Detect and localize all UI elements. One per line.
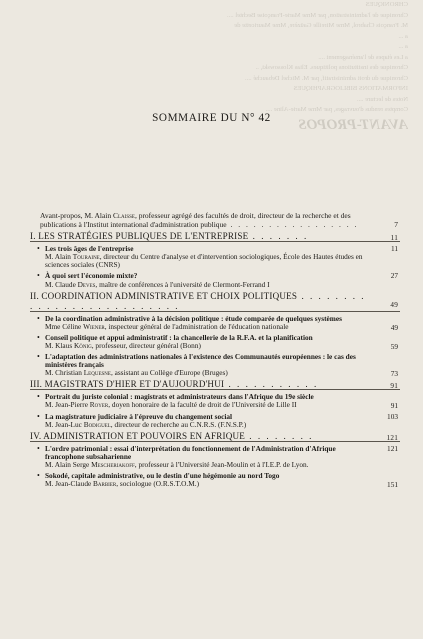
article-title: Portrait du juriste colonial : magistrats et administrateurs dans l'Afrique du 19e siècle bbox=[45, 392, 314, 402]
article-entry[interactable] bbox=[36, 272, 400, 288]
bullet-icon: • bbox=[37, 443, 40, 453]
section-number: III. bbox=[30, 379, 43, 390]
article-title: Les trois âges de l'entreprise bbox=[45, 244, 134, 254]
ghost-line: CHRONIQUES bbox=[365, 1, 408, 8]
article-title: À quoi sert l'économie mixte? bbox=[45, 271, 138, 281]
ghost-line: M. François Chabrol, Mme Mireille Gaüzère, Mme Mauricette de bbox=[234, 22, 408, 29]
ghost-line: a ... bbox=[398, 32, 408, 40]
leader-dots: . . . . . . . . bbox=[245, 430, 314, 441]
article-author: M. Klaus König, professeur, directeur général (Bonn) bbox=[45, 340, 201, 350]
article-author: Mme Céline Wiener, inspecteur général de l'administration de l'éducation nationale bbox=[45, 321, 289, 331]
page-number: 91 bbox=[390, 382, 398, 391]
article-entry[interactable] bbox=[36, 315, 400, 331]
article-author: M. Alain Serge Mescheriakoff, professeur à l'Université Jean-Moulin et à l'I.E.P. de Lyon. bbox=[45, 459, 309, 469]
bullet-icon: • bbox=[37, 352, 40, 362]
article-title: L'adaptation des administrations nationales à l'existence des Communautés européennes : le cas des ministères français bbox=[45, 352, 356, 370]
page-number: 59 bbox=[390, 341, 398, 351]
article-entry[interactable] bbox=[36, 334, 400, 350]
article-entry[interactable] bbox=[36, 472, 400, 488]
article-entry[interactable] bbox=[36, 353, 400, 377]
section-heading[interactable] bbox=[30, 231, 400, 242]
foreword-label: Avant-propos, bbox=[40, 211, 83, 220]
leader-dots: . . . . . . . . . . . bbox=[224, 379, 319, 390]
article-author: M. Claude Deves, maître de conférences à l'université de Clermont-Ferrand I bbox=[45, 279, 270, 289]
section-title: MAGISTRATS D'HIER ET D'AUJOURD'HUI bbox=[44, 379, 225, 390]
page-title: SOMMAIRE DU N° 42 bbox=[152, 112, 271, 124]
ghost-line: Notes de lecture .... bbox=[356, 95, 408, 103]
article-title: De la coordination administrative à la décision politique : étude comparée de quelques systèmes bbox=[45, 313, 342, 323]
section-title: LES STRATÉGIES PUBLIQUES DE L'ENTREPRISE bbox=[38, 231, 249, 242]
section-number: II. bbox=[30, 290, 39, 301]
article-entry[interactable] bbox=[36, 445, 400, 469]
section-number: IV. bbox=[30, 430, 42, 441]
foreword-author-desc: , professeur agrégé des facultés de droit, directeur de la recherche et des publications à l'Institut international d'administration publique bbox=[40, 211, 351, 229]
page-number: 73 bbox=[390, 369, 398, 379]
bullet-icon: • bbox=[37, 392, 40, 402]
article-entry[interactable] bbox=[36, 393, 400, 409]
ghost-line: Chronique du droit administratif, par M. Michel Debauché .... bbox=[245, 74, 408, 82]
section-title: COORDINATION ADMINISTRATIVE ET CHOIX POLITIQUES bbox=[41, 290, 298, 301]
bullet-icon: • bbox=[37, 313, 40, 323]
article-title: L'ordre patrimonial : essai d'interprétation du fonctionnement de l'Administration d'Afrique francophone subsaharienne bbox=[45, 443, 336, 461]
page-number: 49 bbox=[390, 300, 398, 309]
article-entry[interactable] bbox=[36, 245, 400, 269]
page-number: 7 bbox=[394, 219, 398, 229]
article-author: M. Jean-Claude Barbier, sociologue (O.R.S.T.O.M.) bbox=[45, 479, 199, 489]
bullet-icon: • bbox=[37, 470, 40, 480]
ghost-line: a ... bbox=[398, 43, 408, 50]
ghost-line: a Les étapes de l'aménagement .... bbox=[318, 53, 408, 61]
article-title: Sokodé, capitale administrative, ou le destin d'une hégémonie au nord Togo bbox=[45, 470, 280, 480]
section-number: I. bbox=[30, 231, 36, 242]
bullet-icon: • bbox=[37, 244, 40, 254]
article-author: M. Jean-Luc Bodiguel, directeur de recherche au C.N.R.S. (F.N.S.P.) bbox=[45, 419, 247, 429]
article-title: La magistrature judiciaire à l'épreuve du changement social bbox=[45, 411, 233, 421]
page-number: 11 bbox=[390, 244, 398, 254]
page-number: 49 bbox=[390, 322, 398, 332]
leader-dots: . . . . . . . . . . . . . . . . . bbox=[226, 219, 359, 229]
article-author: M. Jean-Pierre Royer, doyen honoraire de la faculté de droit de l'Université de Lille II bbox=[45, 400, 297, 410]
section-heading[interactable] bbox=[30, 431, 400, 442]
page-number: 91 bbox=[390, 401, 398, 411]
section-items bbox=[30, 393, 400, 428]
ghost-line: INFORMATIONS BIBLIOGRAPHIQUES bbox=[293, 85, 408, 92]
bullet-icon: • bbox=[37, 271, 40, 281]
foreword-author-name: Claisse bbox=[112, 211, 135, 220]
foreword-entry[interactable] bbox=[30, 212, 400, 229]
ghost-line: Chronique de l'administration, par Mme Marie-Françoise Bechtel .... bbox=[226, 11, 408, 19]
article-entry[interactable] bbox=[36, 413, 400, 429]
page-number: 103 bbox=[387, 411, 398, 421]
page-number: 121 bbox=[387, 443, 398, 453]
article-title: Conseil politique et appui administratif : la chancellerie de la R.F.A. et la planification bbox=[45, 332, 313, 342]
section-heading[interactable] bbox=[30, 379, 400, 390]
section-items bbox=[30, 315, 400, 378]
section-heading[interactable] bbox=[30, 291, 400, 312]
show-through-text bbox=[118, 0, 408, 190]
section-items bbox=[30, 445, 400, 488]
leader-dots: . . . . . . . . . . . . . . . . . . . . . . . . . . bbox=[30, 290, 366, 311]
foreword-author-prefix: M. Alain bbox=[84, 211, 113, 220]
page-number: 11 bbox=[390, 234, 398, 243]
ghost-heading: AVANT-PROPOS bbox=[298, 116, 408, 133]
section-items bbox=[30, 245, 400, 288]
bullet-icon: • bbox=[37, 332, 40, 342]
ghost-line: Chronique des institutions politiques. Elias Klossowski, .. bbox=[255, 64, 408, 71]
leader-dots: . . . . . . . bbox=[248, 231, 309, 242]
page-number: 27 bbox=[390, 271, 398, 281]
article-author: M. Alain Touraine, directeur du Centre d'analyse et d'intervention sociologiques, École des Hautes études en sciences sociales (CNRS) bbox=[45, 252, 363, 270]
page-number: 151 bbox=[387, 479, 398, 489]
section-title: ADMINISTRATION ET POUVOIRS EN AFRIQUE bbox=[43, 430, 246, 441]
ghost-line: Comptes rendus d'ouvrages, par Mme Marie-Aline .... bbox=[265, 106, 408, 113]
bullet-icon: • bbox=[37, 411, 40, 421]
table-of-contents bbox=[30, 212, 400, 488]
page-number: 121 bbox=[386, 433, 398, 442]
article-author: M. Christian Lequesne, assistant au Collège d'Europe (Bruges) bbox=[45, 368, 228, 378]
